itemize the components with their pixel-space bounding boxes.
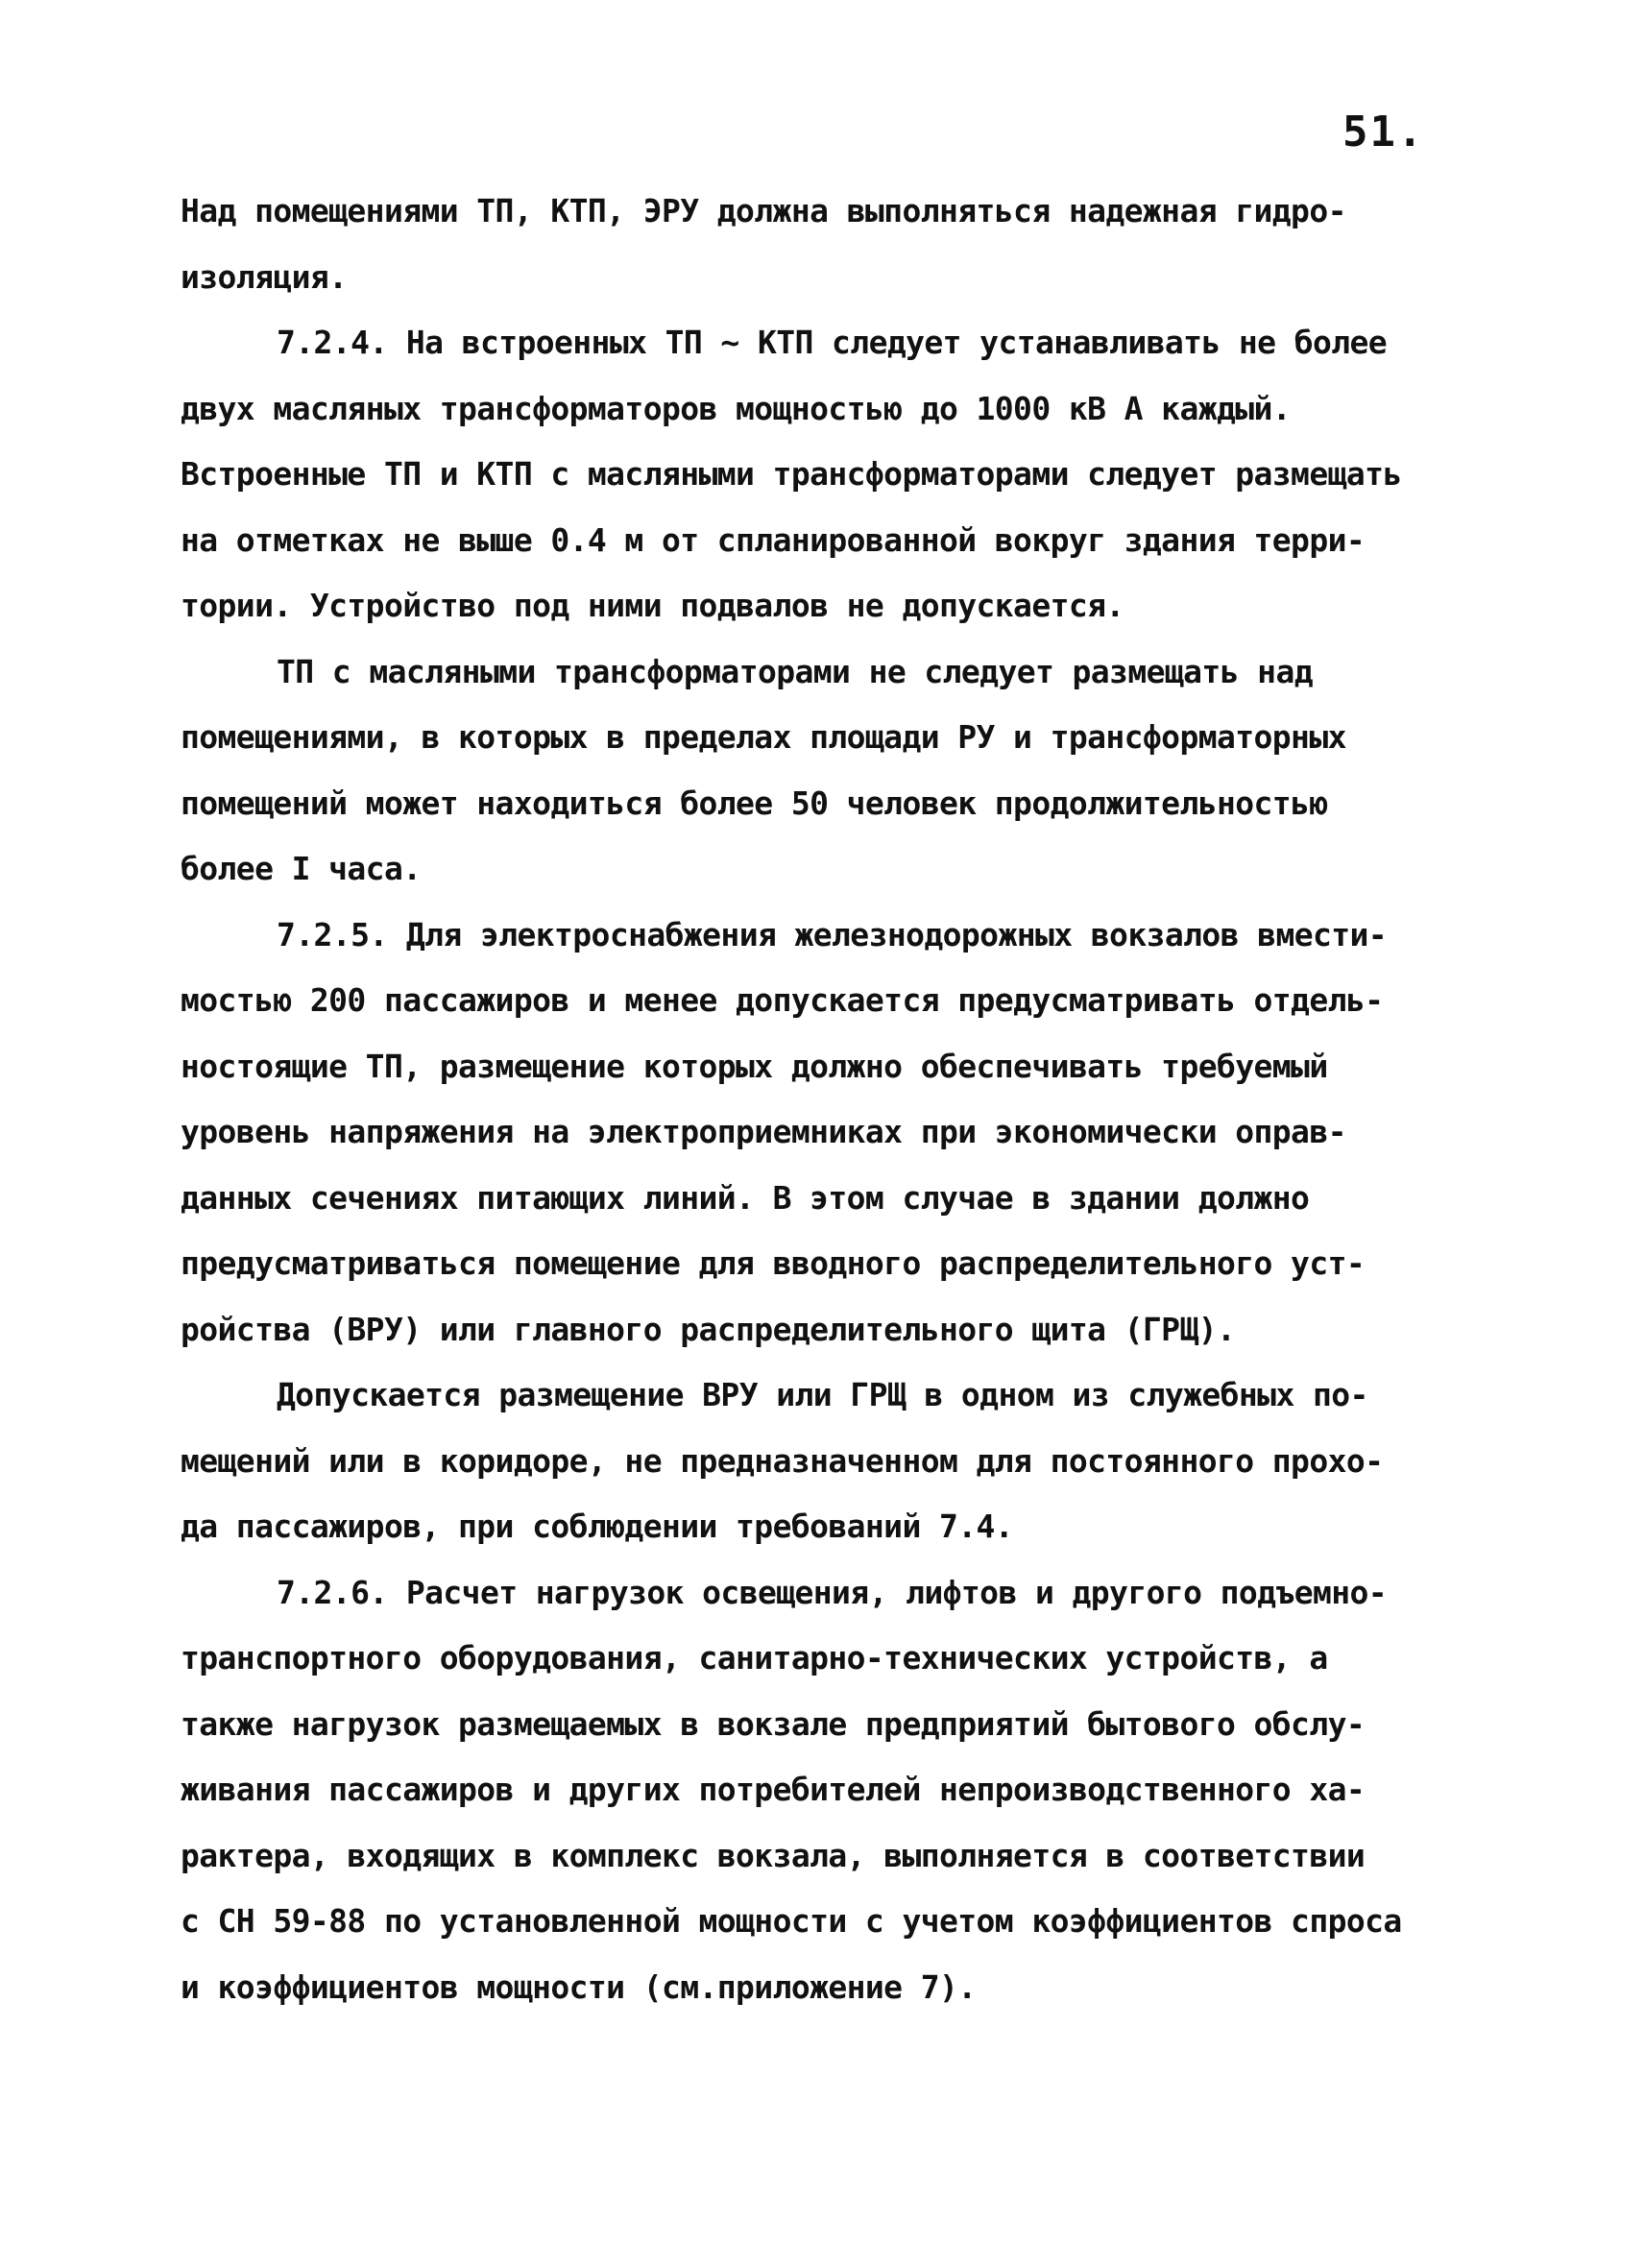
- section-7-2-6-heading-line: 7.2.6. Расчет нагрузок освещения, лифтов и другого подъемно-: [277, 1573, 1388, 1611]
- text-line: также нагрузок размещаемых в вокзале предприятий бытового обслу-: [181, 1704, 1366, 1743]
- document-body: [181, 179, 1506, 2020]
- text-line: более I часа.: [181, 850, 422, 887]
- text-line: мещений или в коридоре, не предназначенном для постоянного прохо-: [181, 1441, 1384, 1480]
- text-line: тории. Устройство под ними подвалов не допускается.: [181, 587, 1124, 624]
- text-line: изоляция.: [181, 257, 348, 296]
- text-line: Над помещениями ТП, КТП, ЭРУ должна выполняться надежная гидро-: [181, 192, 1346, 229]
- text-line: транспортного оборудования, санитарно-технических устройств, а: [181, 1639, 1328, 1677]
- text-line: помещениями, в которых в пределах площади РУ и трансформаторных: [181, 718, 1346, 756]
- text-line: двух масляных трансформаторов мощностью до 1000 кВ А каждый.: [181, 389, 1292, 427]
- text-line: предусматриваться помещение для вводного распределительного уст-: [181, 1244, 1366, 1282]
- text-line: Встроенные ТП и КТП с масляными трансформаторами следует размещать: [181, 455, 1402, 493]
- section-7-2-4-heading-line: 7.2.4. На встроенных ТП ~ КТП следует устанавливать не более: [277, 324, 1388, 361]
- paragraph-start-line: Допускается размещение ВРУ или ГРЩ в одном из служебных по-: [277, 1376, 1368, 1413]
- page-number: 51.: [1342, 108, 1425, 157]
- text-line: на отметках не выше 0.4 м от спланированной вокруг здания терри-: [181, 520, 1366, 559]
- section-7-2-5-heading-line: 7.2.5. Для электроснабжения железнодорожных вокзалов вмести-: [277, 915, 1388, 953]
- text-line: мостью 200 пассажиров и менее допускается предусматривать отдель-: [181, 981, 1384, 1019]
- paragraph-start-line: ТП с масляными трансформаторами не следует размещать над: [277, 652, 1313, 690]
- text-line: живания пассажиров и других потребителей непроизводственного ха-: [181, 1771, 1366, 1808]
- text-line: с СН 59-88 по установленной мощности с учетом коэффициентов спроса: [181, 1902, 1402, 1940]
- text-line: помещений может находиться более 50 человек продолжительностью: [181, 784, 1328, 822]
- text-line: да пассажиров, при соблюдении требований 7.4.: [181, 1508, 1014, 1545]
- text-line: и коэффициентов мощности (см.приложение 7).: [181, 1967, 977, 2006]
- text-line: рактера, входящих в комплекс вокзала, выполняется в соответствии: [181, 1836, 1366, 1874]
- text-line: данных сечениях питающих линий. В этом случае в здании должно: [181, 1178, 1310, 1217]
- text-line: уровень напряжения на электроприемниках при экономически оправ-: [181, 1113, 1346, 1150]
- text-line: ройства (ВРУ) или главного распределительного щита (ГРЩ).: [181, 1310, 1236, 1348]
- text-line: ностоящие ТП, размещение которых должно обеспечивать требуемый: [181, 1047, 1328, 1085]
